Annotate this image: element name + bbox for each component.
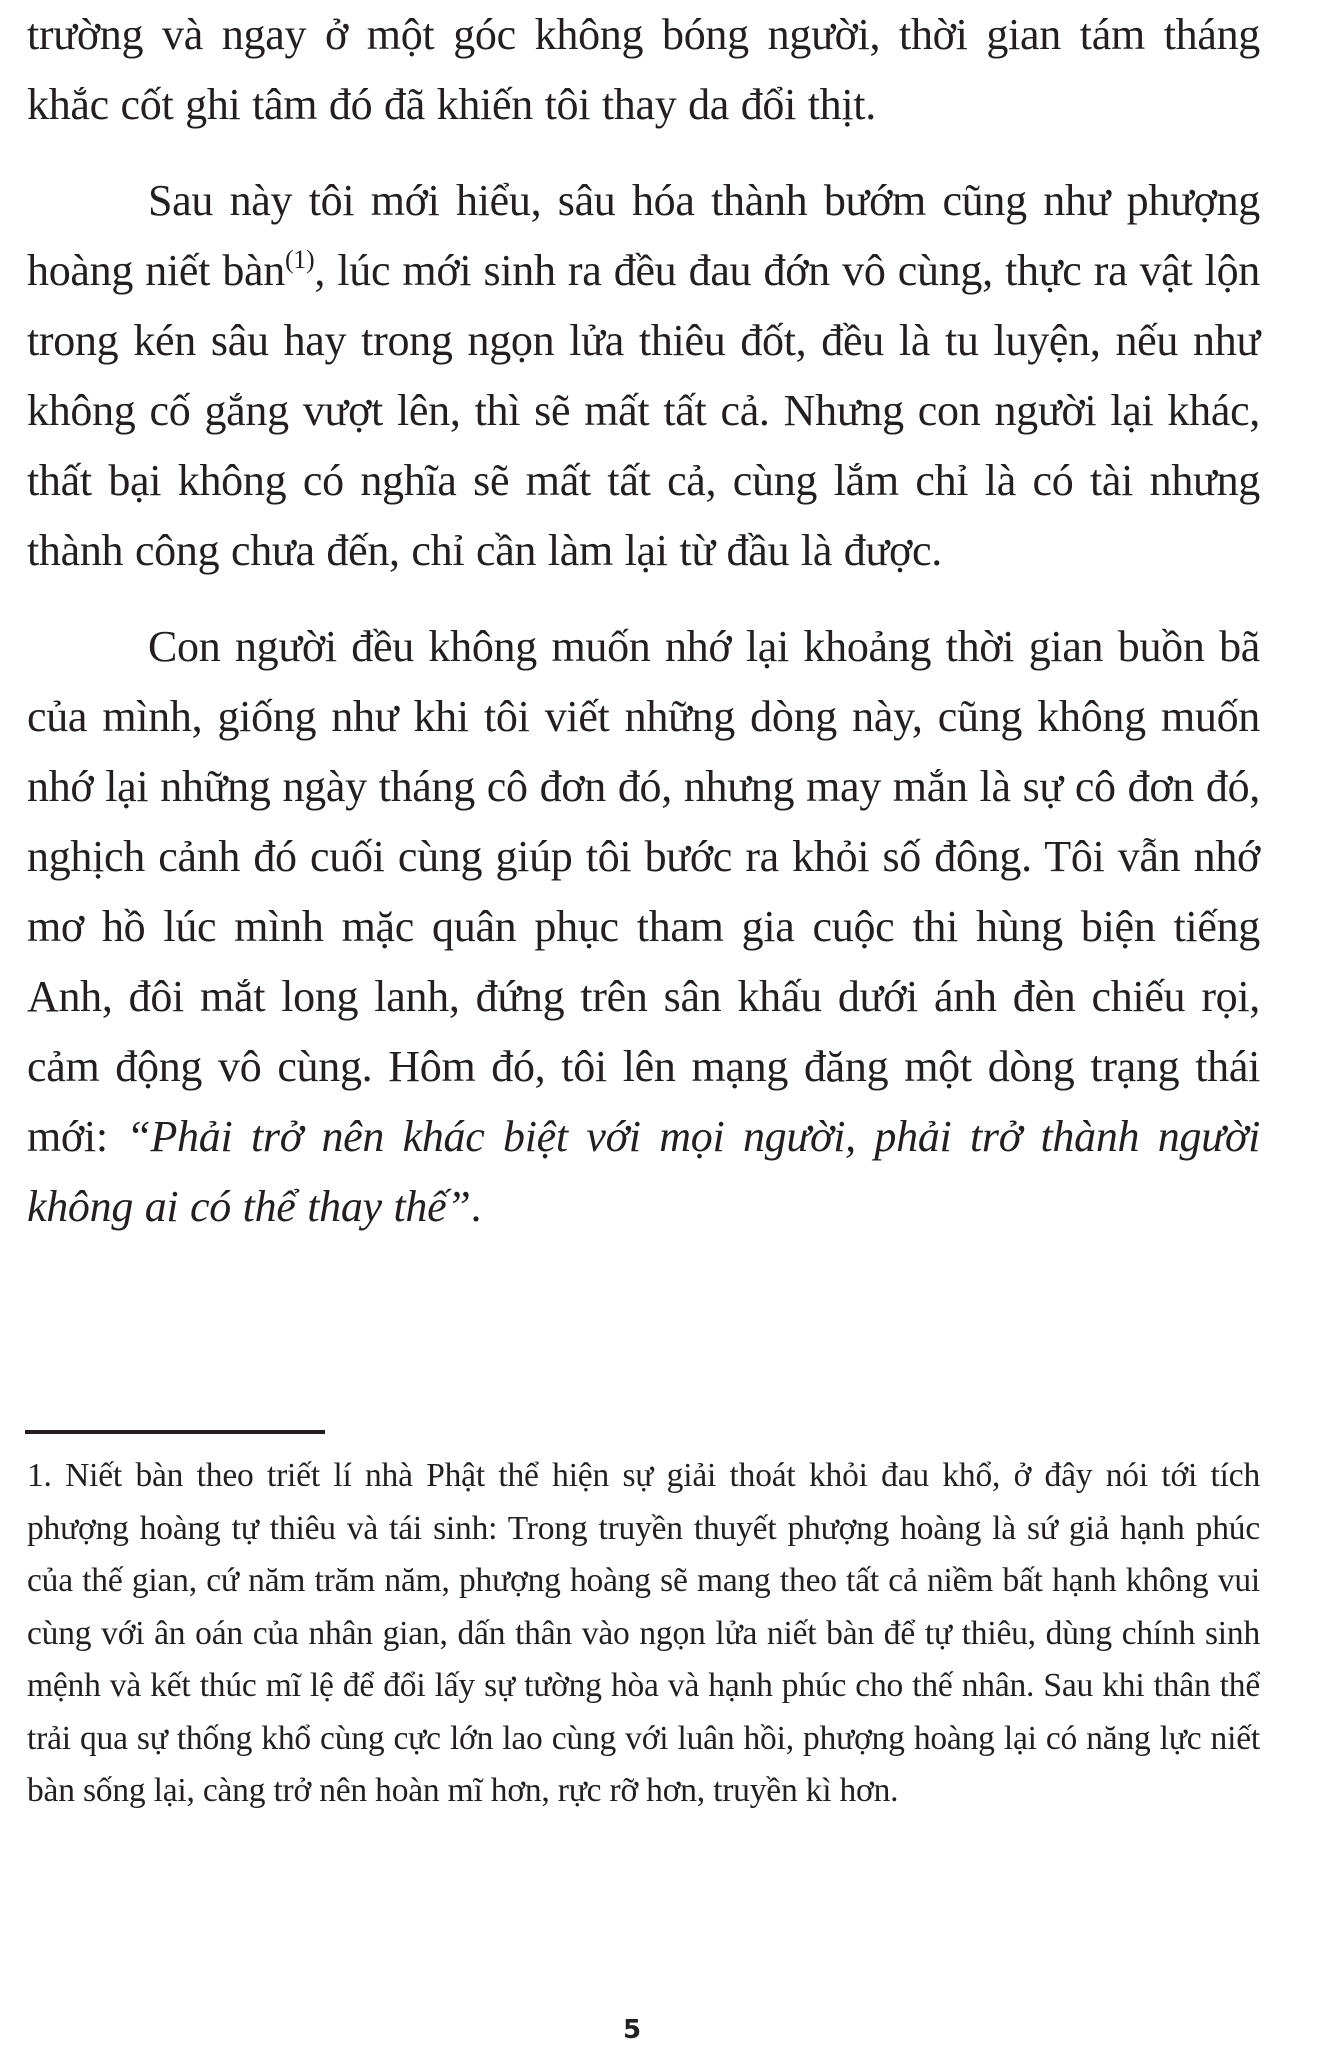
footnote-text: 1. Niết bàn theo triết lí nhà Phật thể hiện sự giải thoát khỏi đau khổ, ở đây nói tới tích phượng hoàng tự thiêu và tái sinh: Trong truyền thuyết phượng hoàng là sứ giả hạnh phúc của thế gian, cứ năm trăm năm, phượng hoàng sẽ mang theo tất cả niềm bất hạnh không vui cùng với ân oán của nhân gian, dấn thân vào ngọn lửa niết bàn để tự thiêu, dùng chính sinh mệnh và kết thúc mĩ lệ để đổi lấy sự tường hòa và hạnh phúc cho thế nhân. Sau khi thân thể trải qua sự thống khổ cùng cực lớn lao cùng với luân hồi, phượng hoàng lại có năng lực niết bàn sống lại, càng trở nên hoàn mĩ hơn, rực rỡ hơn, truyền kì hơn. <box>27 1457 1260 1809</box>
italic-quote: “Phải trở nên khác biệt với mọi người, phải trở thành người không ai có thể thay thế” <box>27 1112 1260 1231</box>
paragraph-loneliness <box>27 612 1260 1242</box>
body-text <box>27 0 1260 1242</box>
paragraph-butterfly-phoenix <box>27 166 1260 586</box>
paragraph-end: . <box>470 1182 482 1231</box>
book-page <box>27 0 1260 1242</box>
paragraph-continued: trường và ngay ở một góc không bóng người, thời gian tám tháng khắc cốt ghi tâm đó đã khiến tôi thay da đổi thịt. <box>27 10 1260 129</box>
footnote-reference[interactable]: (1) <box>284 245 315 274</box>
paragraph-text: Sau này tôi mới hiểu, sâu hóa thành bướm cũng như phượng hoàng niết bàn <box>27 176 1260 295</box>
page-number: 5 <box>622 2015 642 2045</box>
paragraph-text: Con người đều không muốn nhớ lại khoảng thời gian buồn bã của mình, giống như khi tôi viết những dòng này, cũng không muốn nhớ lại những ngày tháng cô đơn đó, nhưng may mắn là sự cô đơn đó, nghịch cảnh đó cuối cùng giúp tôi bước ra khỏi số đông. Tôi vẫn nhớ mơ hồ lúc mình mặc quân phục tham gia cuộc thi hùng biện tiếng Anh, đôi mắt long lanh, đứng trên sân khấu dưới ánh đèn chiếu rọi, cảm động vô cùng. Hôm đó, tôi lên mạng đăng một dòng trạng thái mới: <box>27 622 1260 1161</box>
footnote-divider <box>25 1430 325 1434</box>
paragraph-text: , lúc mới sinh ra đều đau đớn vô cùng, thực ra vật lộn trong kén sâu hay trong ngọn lửa thiêu đốt, đều là tu luyện, nếu như không cố gắng vượt lên, thì sẽ mất tất cả. Nhưng con người lại khác, thất bại không có nghĩa sẽ mất tất cả, cùng lắm chỉ là có tài nhưng thành công chưa đến, chỉ cần làm lại từ đầu là được. <box>27 246 1260 575</box>
footnote <box>27 1450 1260 1818</box>
